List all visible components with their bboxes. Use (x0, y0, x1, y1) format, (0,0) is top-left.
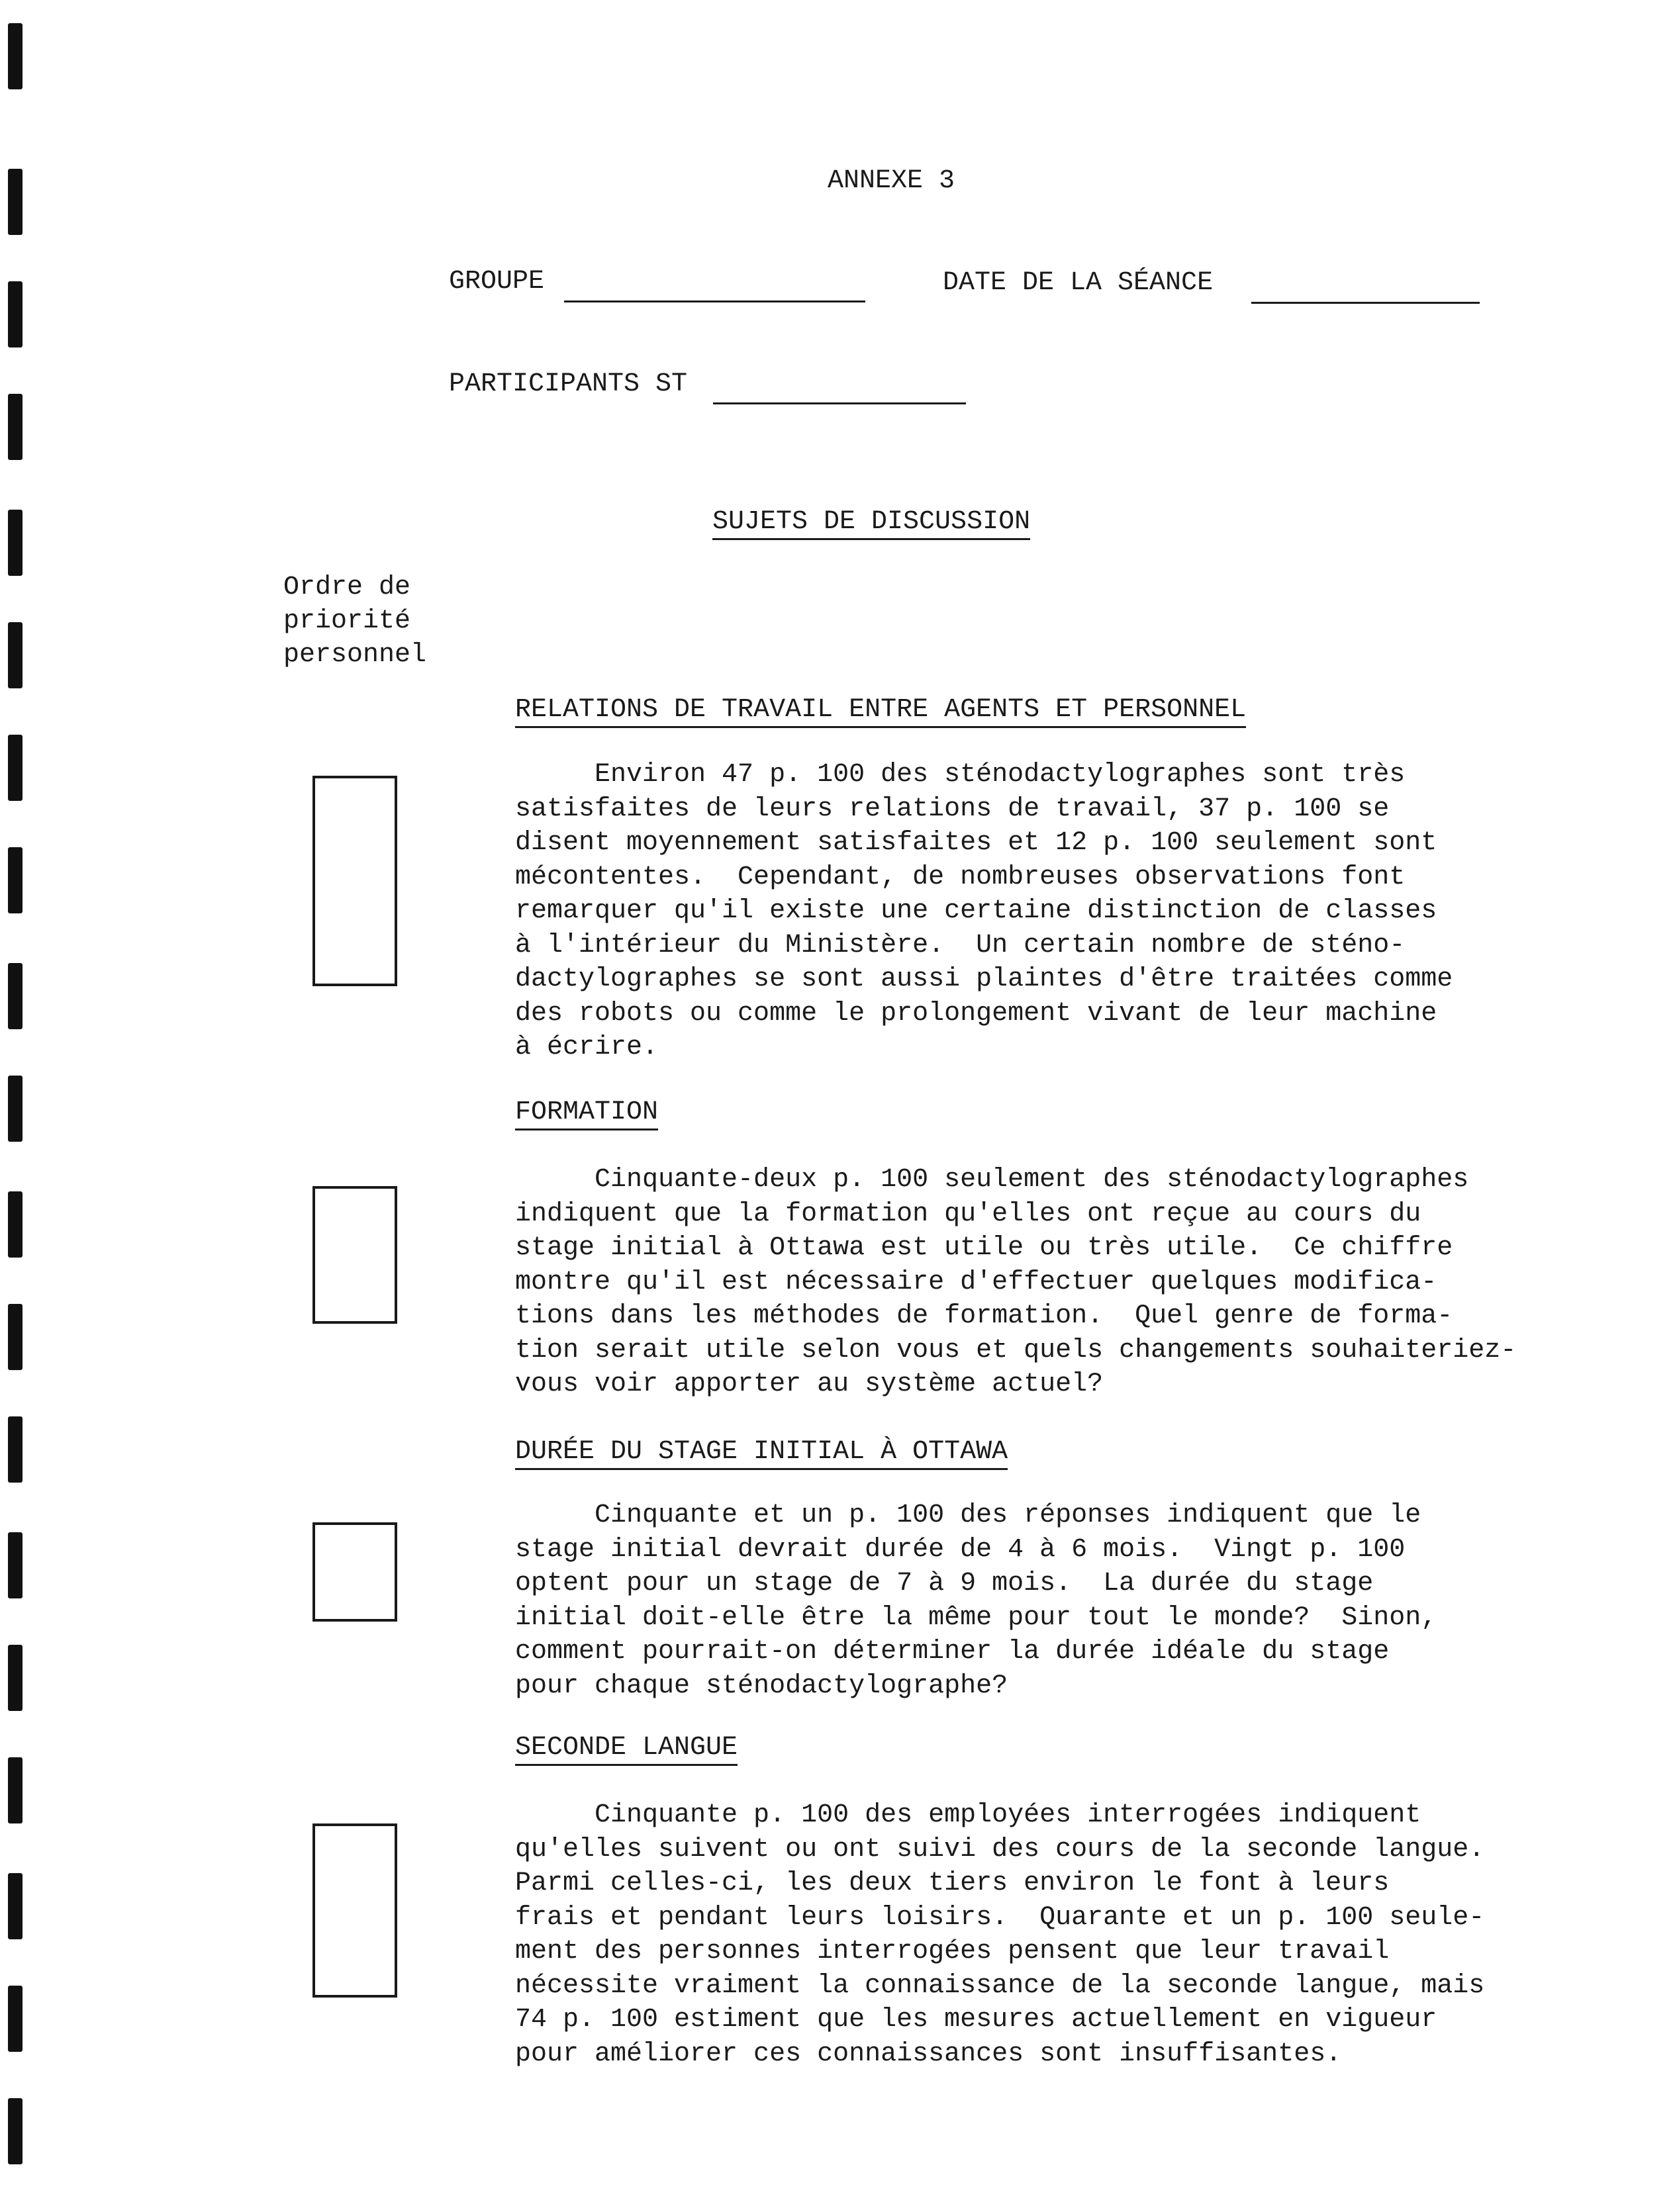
binder-mark (8, 169, 23, 235)
priority-label-line-3: personnel (283, 640, 427, 670)
topic-heading-relations: RELATIONS DE TRAVAIL ENTRE AGENTS ET PERSONNEL (515, 693, 1246, 727)
binder-mark (8, 622, 23, 688)
annex-title: ANNEXE 3 (828, 166, 955, 196)
binder-mark (8, 1873, 23, 1939)
priority-box-duree[interactable] (312, 1522, 397, 1622)
topic-body-relations: Environ 47 p. 100 des sténodactylographes sont très satisfaites de leurs relations de travail, 37 p. 100 se disent moyennement satisfaites et 12 p. 100 seulement sont mécontentes. Cependant, de nombreuses observations font remarquer qu'il existe une certaine distinction de classes à l'intérieur du Ministère. Un certain nombre de sténo- dactylographes se sont aussi plaintes d'être traitées comme des robots ou comme le prolongement vivant de leur machine à écrire. (515, 760, 1453, 1062)
binder-mark (8, 1757, 23, 1823)
binder-mark (8, 23, 23, 89)
priority-label-line-1: Ordre de (283, 573, 411, 602)
group-field[interactable] (564, 300, 865, 302)
topic-body-duree: Cinquante et un p. 100 des réponses indiquent que le stage initial devrait durée de 4 à 6 mois. Vingt p. 100 optent pour un stage de 7 à 9 mois. La durée du stage initial doit-elle être la même pour tout le monde? Sinon, comment pourrait-on déterminer la durée idéale du stage pour chaque sténodactylographe? (515, 1500, 1437, 1701)
binder-mark (8, 847, 23, 913)
binder-mark (8, 1645, 23, 1711)
date-field[interactable] (1251, 302, 1480, 304)
topic-body-formation: Cinquante-deux p. 100 seulement des sténodactylographes indiquent que la formation qu'elles ont reçue au cours du stage initial à Ottawa est utile ou très utile. Ce chiffre montre qu'il est nécessaire d'effectuer quelques modifica- tions dans les méthodes de formation. Quel genre de forma- tion serait utile selon vous et quels changements souhaiteriez- vous voir apporter au système actuel? (515, 1165, 1517, 1399)
binder-mark (8, 1986, 23, 2052)
binder-mark (8, 1532, 23, 1598)
priority-label-line-2: priorité (283, 606, 411, 636)
topic-heading-duree: DURÉE DU STAGE INITIAL À OTTAWA (515, 1435, 1008, 1469)
binder-mark (8, 281, 23, 347)
binder-mark (8, 2098, 23, 2164)
binder-mark (8, 1416, 23, 1483)
priority-box-formation[interactable] (312, 1186, 397, 1324)
binder-mark (8, 735, 23, 801)
binder-mark (8, 394, 23, 460)
topic-heading-seconde-langue: SECONDE LANGUE (515, 1731, 738, 1765)
topic-body-seconde-langue: Cinquante p. 100 des employées interrogées indiquent qu'elles suivent ou ont suivi des cours de la seconde langue. Parmi celles-ci, les deux tiers environ le font à leurs frais et pendant leurs loisirs. Quarante et un p. 100 seule- ment des personnes interrogées pensent que leur travail nécessite vraiment la connaissance de la seconde langue, mais 74 p. 100 estiment que les mesures actuellement en vigueur pour améliorer ces connaissances sont insuffisantes. (515, 1800, 1485, 2069)
binder-mark (8, 1304, 23, 1370)
participants-label: PARTICIPANTS ST (449, 369, 688, 399)
date-label: DATE DE LA SÉANCE (943, 268, 1214, 298)
binder-mark (8, 510, 23, 576)
group-label: GROUPE (449, 267, 545, 297)
binder-mark (8, 1191, 23, 1258)
section-title: SUJETS DE DISCUSSION (712, 505, 1030, 539)
topic-heading-formation: FORMATION (515, 1095, 658, 1129)
priority-box-relations[interactable] (312, 776, 397, 986)
participants-field[interactable] (713, 402, 966, 404)
binder-mark (8, 1076, 23, 1142)
priority-box-seconde-langue[interactable] (312, 1823, 397, 1998)
binder-mark (8, 963, 23, 1029)
